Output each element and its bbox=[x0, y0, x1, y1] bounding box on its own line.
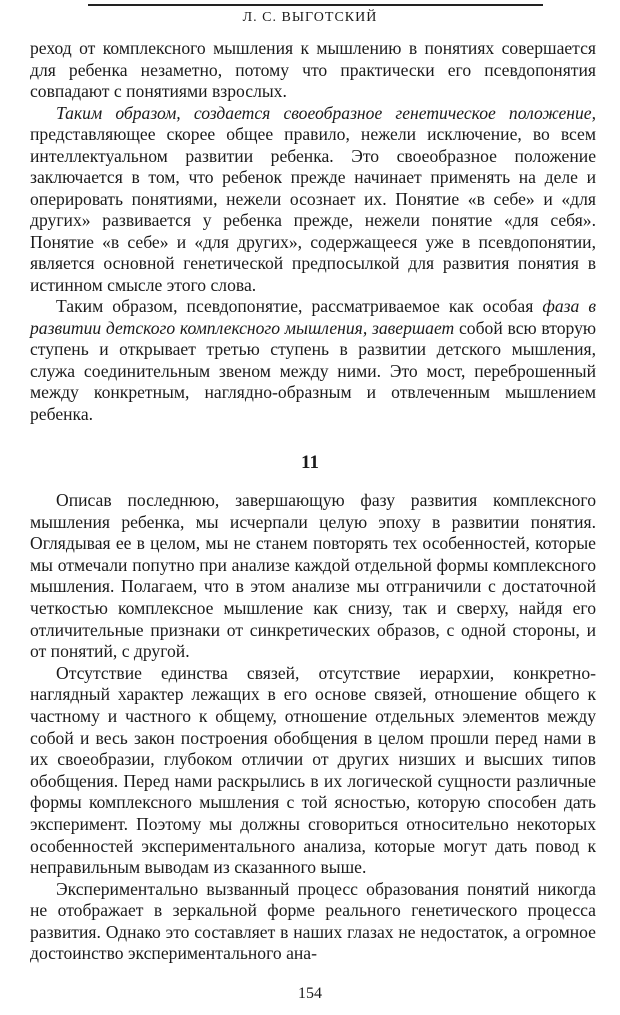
italic-phrase: фаза в развитии детского комплексного мышления, завершает bbox=[30, 296, 597, 338]
section-heading: 11 bbox=[301, 452, 319, 473]
paragraph-text: собой всю вторую ступень и открывает третью ступень в развитии детского мышления, служа соединительным звеном между ними. Это мост, переброшенный между конкретным, наглядно-образным и отвлеченным мышлением ребенка. bbox=[30, 317, 597, 424]
paragraph: Описав последнюю, завершающую фазу развития комплексного мышления ребенка, мы исчерпали целую эпоху в развитии понятия. Оглядывая ее в целом, мы не станем повторять тех особенностей, которые мы отмечали попутно при анализе каждой отдельной формы комплексного мышления. Полагаем, что в этом анализе мы отграничили с достаточной четкостью комплексное мышление как снизу, так и сверху, найдя его отличительные признаки от синкретических образов, с одной стороны, и от понятий, с другой. bbox=[30, 490, 596, 662]
text-block-2 bbox=[30, 490, 596, 965]
running-head: Л. С. ВЫГОТСКИЙ bbox=[242, 10, 378, 25]
paragraph: Отсутствие единства связей, отсутствие иерархии, конкретно-наглядный характер лежащих в его основе связей, отношение общего к частному и частного к общему, отношение отдельных элементов между собой и весь закон построения обобщения в целом прошли перед нами в их своеобразии, глубоком отличии от других низших и высших типов обобщения. Перед нами раскрылись в их логической сущности различные формы комплексного мышления с той ясностью, которую способен дать эксперимент. Поэтому мы должны сговориться относительно некоторых особенностей экспериментального анализа, которые могут дать повод к неправильным выводам из сказанного выше. bbox=[30, 662, 596, 878]
page-number: 154 bbox=[298, 985, 322, 1002]
italic-phrase: Таким образом, создается своеобразное генетическое положение, bbox=[56, 102, 596, 123]
paragraph: Экспериментально вызванный процесс образования понятий никогда не отображает в зеркальной форме реального генетического процесса развития. Однако это составляет в наших глазах не недостаток, а огромное достоинство экспериментального ана- bbox=[30, 878, 596, 964]
paragraph bbox=[30, 296, 596, 425]
paragraph-text: представляющее скорее общее правило, нежели исключение, во всем интеллектуальном развитии ребенка. Это своеобразное положение заключается в том, что ребенок прежде начинает применять на деле и оперировать понятиями, нежели осознает их. Понятие «в себе» и «для других» развивается у ребенка прежде, нежели понятие «для себя». Понятие «в себе» и «для других», содержащееся уже в псевдопонятии, является основной генетической предпосылкой для развития понятия в истинном смысле этого слова. bbox=[30, 124, 596, 295]
text-block-1 bbox=[30, 38, 596, 425]
header-rule bbox=[88, 4, 543, 6]
paragraph bbox=[30, 103, 596, 297]
paragraph: реход от комплексного мышления к мышлению в понятиях совершается для ребенка незаметно, потому что практически его псевдопонятия совпадают с понятиями взрослых. bbox=[30, 38, 596, 101]
paragraph-text: Таким образом, псевдопонятие, рассматриваемое как особая bbox=[56, 296, 543, 316]
